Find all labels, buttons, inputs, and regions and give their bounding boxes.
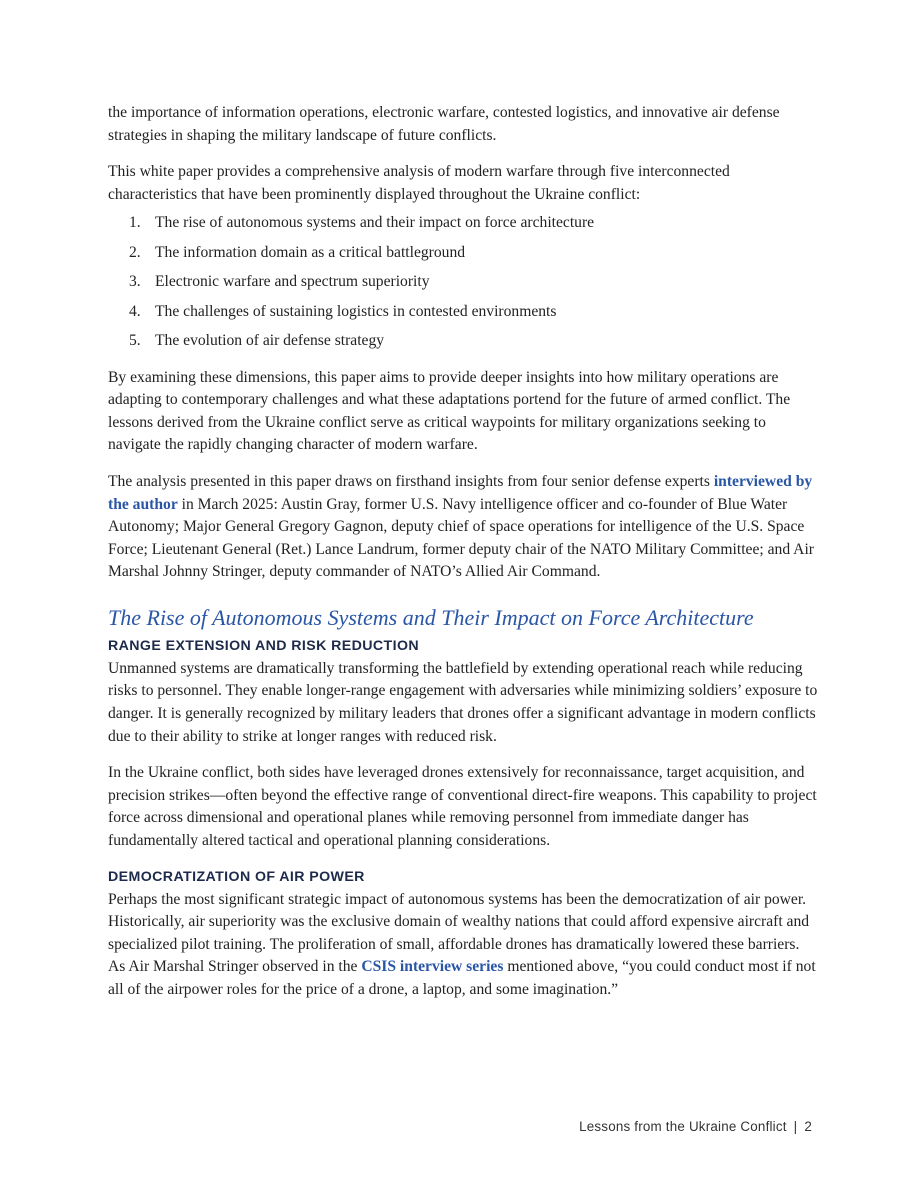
list-item-text: The information domain as a critical battleground [155,243,466,261]
list-item-number: 4. [129,302,141,320]
list-item [108,242,818,265]
analysis-paragraph [108,471,818,584]
list-item-text: The evolution of air defense strategy [155,331,385,349]
intro-continuation: the importance of information operations, electronic warfare, contested logistics, and innovative air defense strategies in shaping the military landscape of future conflicts. [108,104,780,144]
overview-paragraph: This white paper provides a comprehensive analysis of modern warfare through five interconnected characteristics that have been prominently displayed throughout the Ukraine conflict: [108,163,730,203]
analysis-text-after-link: in March 2025: Austin Gray, former U.S. Navy intelligence officer and co-founder of Blue Water Autonomy; Major General Gregory Gagnon, deputy chief of space operations for intelligence of the U.S. Space Force; Lieutenant General (Ret.) Lance Landrum, former deputy chair of the NATO Military Committee; and Air Marshal Johnny Stringer, deputy commander of NATO’s Allied Air Command. [108,495,814,581]
list-item-text: Electronic warfare and spectrum superiority [155,273,430,291]
page-footer [579,1119,812,1134]
footer-title: Lessons from the Ukraine Conflict [579,1119,787,1134]
list-item [108,330,818,353]
democratization-text-after-link: mentioned above, “you could conduct most if not all of the airpower roles for the price of a drone, a laptop, and some imagination.” [108,958,816,998]
range-extension-paragraph-2: In the Ukraine conflict, both sides have leveraged drones extensively for reconnaissance, target acquisition, and precision strikes—often beyond the effective range of conventional direct-fire weapons. This capability to project force across dimensional and operational planes while removing personnel from immediate danger has fundamentally altered tactical and operational planning considerations. [108,764,817,850]
list-item [108,212,818,235]
analysis-text-before-link: The analysis presented in this paper draws on firsthand insights from four senior defense experts [108,472,714,490]
range-extension-paragraph-1: Unmanned systems are dramatically transforming the battlefield by extending operational reach while reducing risks to personnel. They enable longer-range engagement with adversaries while minimizing soldiers’ exposure to danger. It is generally recognized by military leaders that drones offer a significant advantage in modern conflicts due to their ability to strike at longer ranges with reduced risk. [108,659,818,745]
democratization-paragraph [108,889,818,1002]
list-item-number: 2. [129,243,141,261]
csis-interview-series-link[interactable]: CSIS interview series [361,958,504,976]
list-item-text: The challenges of sustaining logistics in contested environments [155,302,557,320]
examining-paragraph: By examining these dimensions, this paper aims to provide deeper insights into how military operations are adapting to contemporary challenges and what these adaptations portend for the future of armed conflict. The lessons derived from the Ukraine conflict serve as critical waypoints for military organizations seeking to navigate the rapidly changing character of modern warfare. [108,368,791,454]
footer-separator: | [793,1119,798,1134]
subsection-heading-democratization: DEMOCRATIZATION OF AIR POWER [108,868,365,885]
section-heading: The Rise of Autonomous Systems and Their Impact on Force Architecture [108,604,754,630]
page-body [108,102,818,1016]
list-item-number: 1. [129,214,141,232]
list-item-text: The rise of autonomous systems and their impact on force architecture [155,214,595,232]
list-item [108,271,818,294]
list-item [108,301,818,324]
subsection-heading-range-extension: RANGE EXTENSION AND RISK REDUCTION [108,637,420,654]
page-number: 2 [804,1119,812,1134]
list-item-number: 3. [129,273,141,291]
list-item-number: 5. [129,331,141,349]
democratization-text-before-link: Perhaps the most significant strategic impact of autonomous systems has been the democratization of air power. Historically, air superiority was the exclusive domain of wealthy nations that could afford expensive aircraft and specialized pilot training. The proliferation of small, affordable drones has dramatically lowered these barriers. As Air Marshal Stringer observed in the [108,890,810,976]
characteristics-list [108,212,818,352]
interviewed-by-author-link[interactable]: interviewed by the author [108,472,813,513]
